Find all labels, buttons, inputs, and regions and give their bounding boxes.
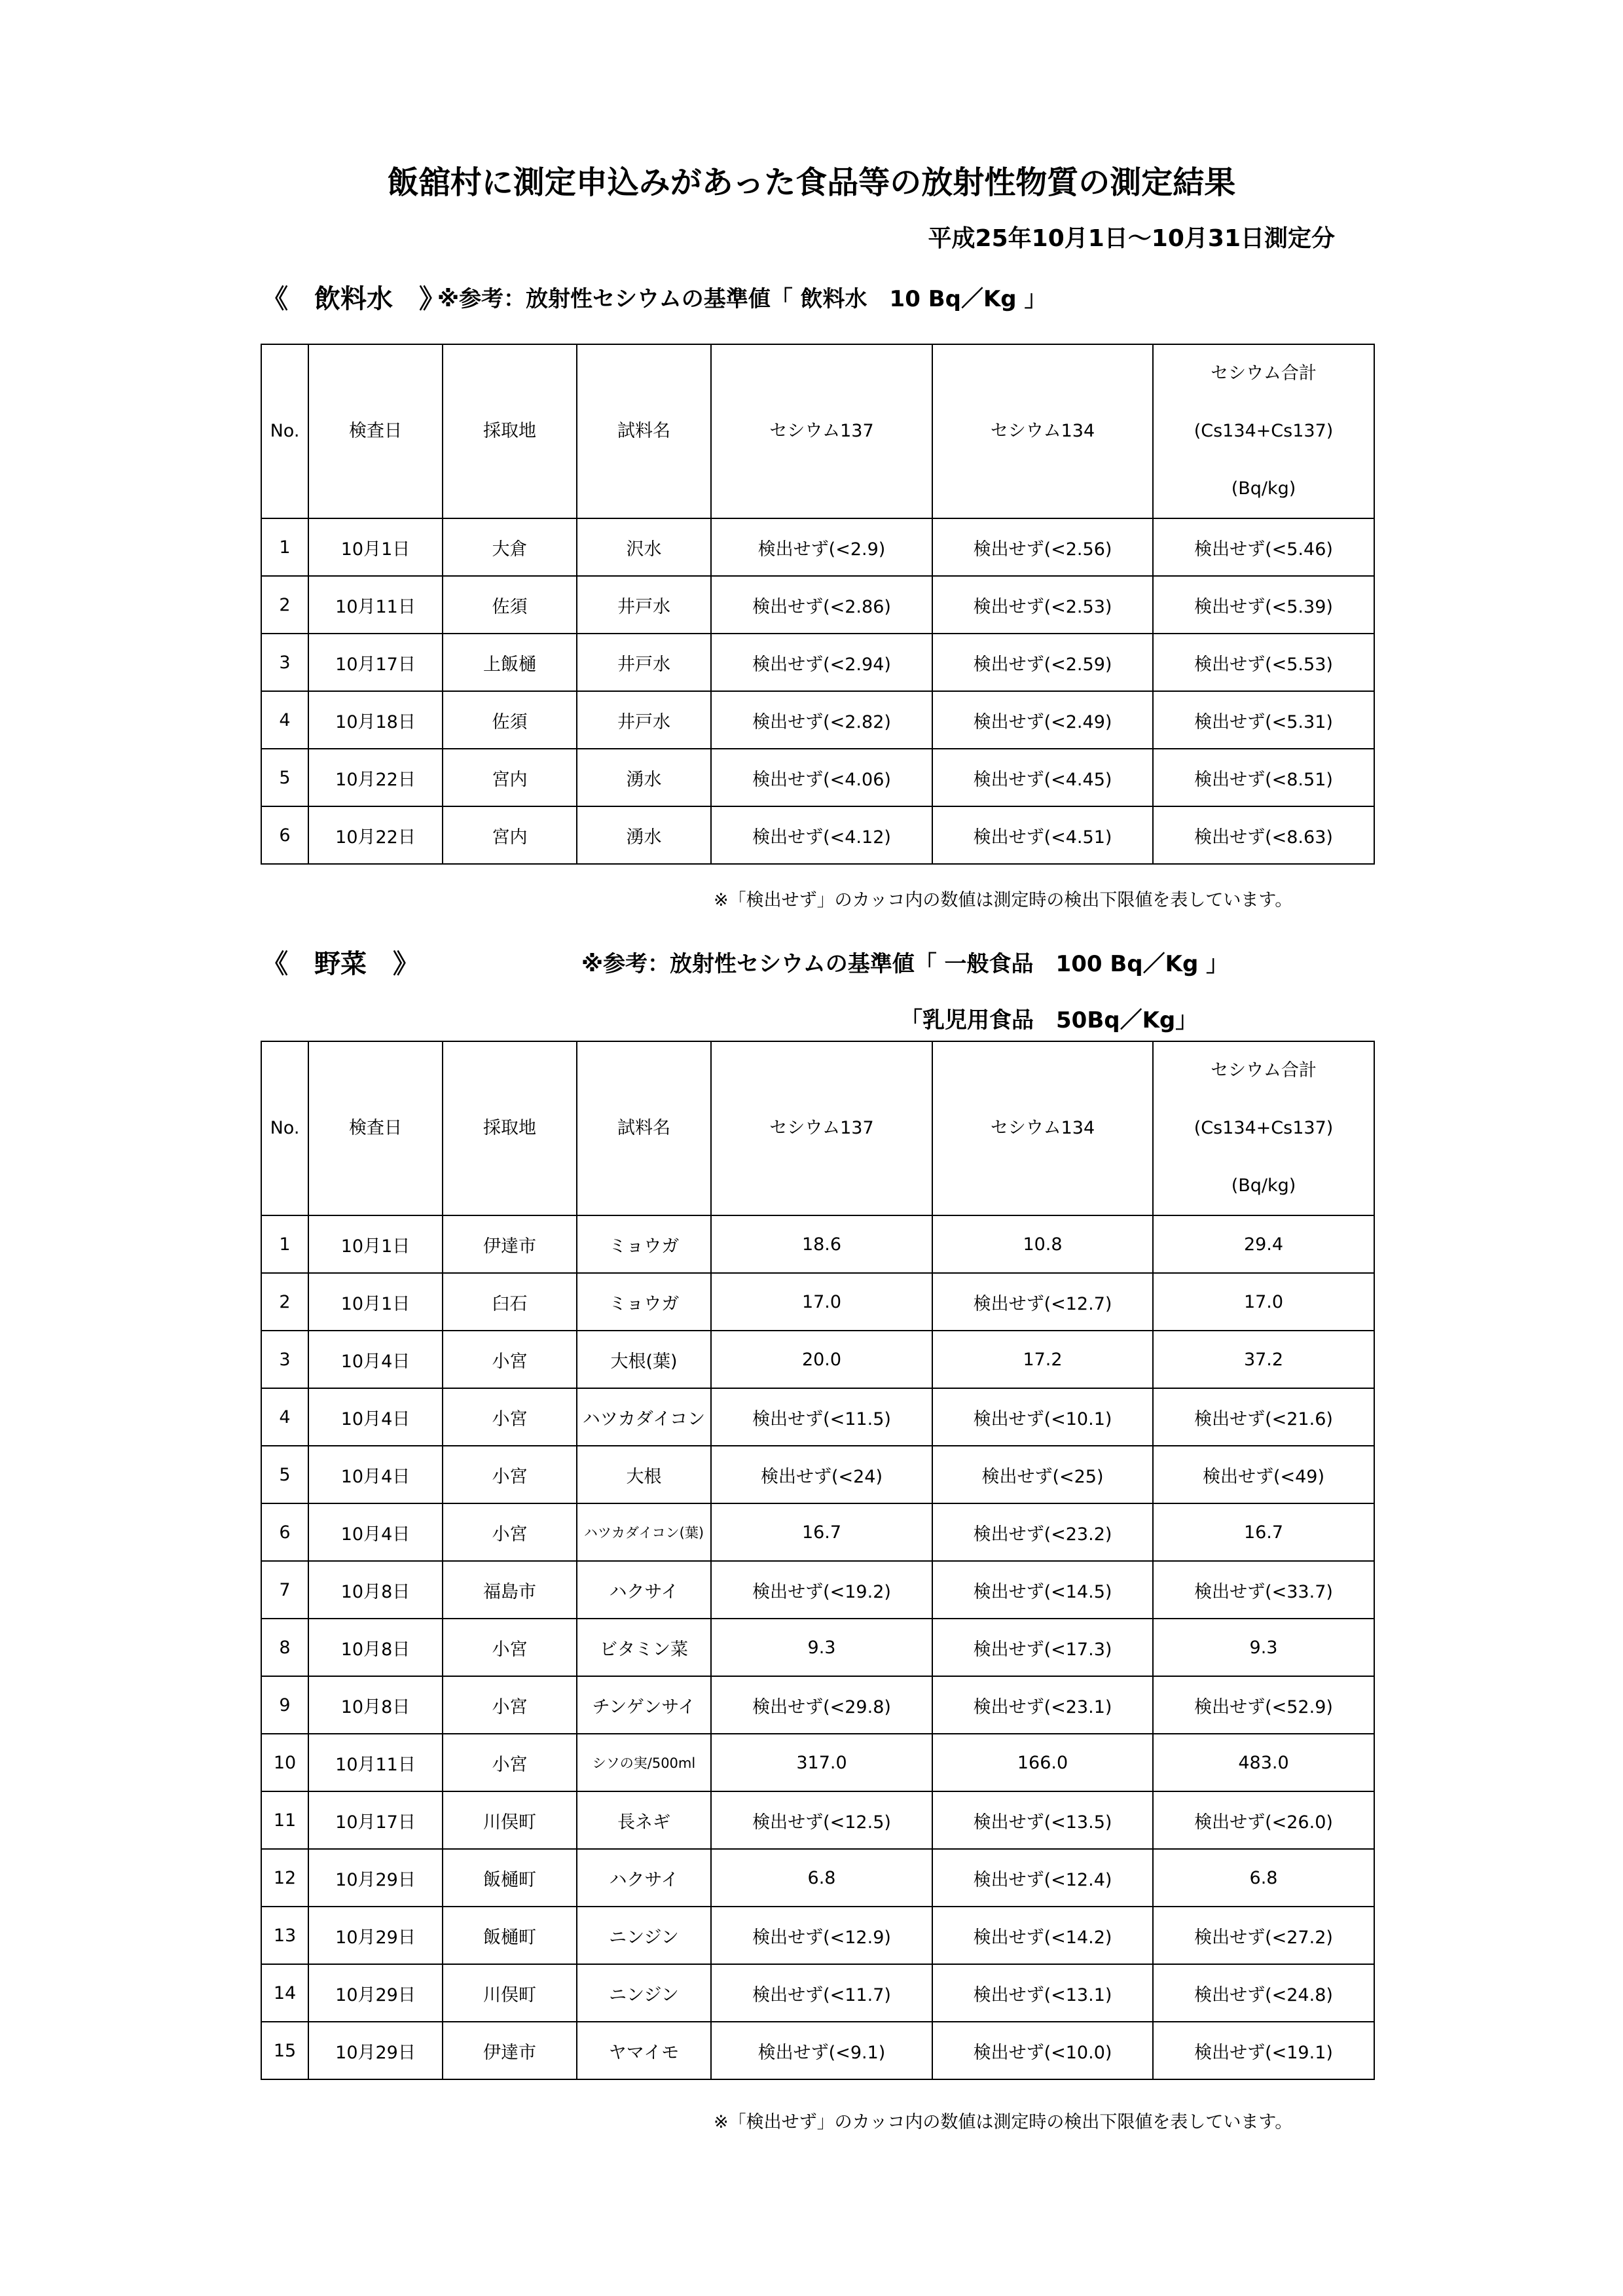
cell-sample: 湧水 xyxy=(577,806,711,864)
cell-no: 5 xyxy=(261,1446,308,1503)
cell-no: 1 xyxy=(261,518,308,576)
cell-no: 9 xyxy=(261,1676,308,1734)
cell-cs134: 17.2 xyxy=(932,1331,1153,1388)
cell-date: 10月8日 xyxy=(308,1619,443,1676)
cell-sample: ヤマイモ xyxy=(577,2022,711,2079)
cell-location: 小宮 xyxy=(443,1503,577,1561)
header-total-line2: (Cs134+Cs137) xyxy=(1194,1118,1334,1138)
header-total xyxy=(1153,1041,1374,1215)
cell-cs137: 検出せず(<2.94) xyxy=(711,634,932,691)
cell-no: 11 xyxy=(261,1791,308,1849)
cell-no: 5 xyxy=(261,749,308,806)
cell-cs137: 6.8 xyxy=(711,1849,932,1907)
cell-location: 伊達市 xyxy=(443,2022,577,2079)
cell-location: 小宮 xyxy=(443,1388,577,1446)
water-footnote: ※「検出せず」のカッコ内の数値は測定時の検出下限値を表しています。 xyxy=(714,890,1293,910)
infant-food-reference: 「乳児用食品 50Bq／Kg」 xyxy=(900,1007,1198,1033)
cell-date: 10月8日 xyxy=(308,1561,443,1619)
cell-location: 小宮 xyxy=(443,1619,577,1676)
cell-date: 10月1日 xyxy=(308,518,443,576)
cell-sample: ハクサイ xyxy=(577,1849,711,1907)
cell-sample: ミョウガ xyxy=(577,1273,711,1331)
water-results-table xyxy=(261,344,1375,865)
cell-total: 検出せず(<19.1) xyxy=(1153,2022,1374,2079)
cell-date: 10月1日 xyxy=(308,1273,443,1331)
header-sample: 試料名 xyxy=(577,344,711,518)
cell-location: 上飯樋 xyxy=(443,634,577,691)
cell-sample: 沢水 xyxy=(577,518,711,576)
cell-sample: 井戸水 xyxy=(577,576,711,634)
table-row xyxy=(261,1849,1374,1907)
cell-sample: ニンジン xyxy=(577,1907,711,1964)
cell-date: 10月17日 xyxy=(308,634,443,691)
cell-location: 佐須 xyxy=(443,691,577,749)
header-total-line3: (Bq/kg) xyxy=(1231,1175,1296,1196)
cell-date: 10月4日 xyxy=(308,1388,443,1446)
cell-cs137: 検出せず(<11.7) xyxy=(711,1964,932,2022)
cell-total: 17.0 xyxy=(1153,1273,1374,1331)
cell-cs134: 検出せず(<2.56) xyxy=(932,518,1153,576)
cell-total: 検出せず(<5.31) xyxy=(1153,691,1374,749)
cell-sample: 井戸水 xyxy=(577,691,711,749)
header-total xyxy=(1153,344,1374,518)
cell-no: 15 xyxy=(261,2022,308,2079)
table-row xyxy=(261,576,1374,634)
cell-no: 14 xyxy=(261,1964,308,2022)
cell-cs134: 検出せず(<14.5) xyxy=(932,1561,1153,1619)
table-row xyxy=(261,2022,1374,2079)
cell-cs134: 検出せず(<13.5) xyxy=(932,1791,1153,1849)
table-header-row xyxy=(261,1041,1374,1215)
cell-date: 10月22日 xyxy=(308,749,443,806)
header-cs134: セシウム134 xyxy=(932,344,1153,518)
cell-total: 検出せず(<52.9) xyxy=(1153,1676,1374,1734)
water-table-body xyxy=(261,518,1374,864)
table-row xyxy=(261,1907,1374,1964)
cell-total: 9.3 xyxy=(1153,1619,1374,1676)
cell-location: 佐須 xyxy=(443,576,577,634)
measurement-period: 平成25年10月1日～10月31日測定分 xyxy=(928,225,1335,252)
cell-cs134: 10.8 xyxy=(932,1215,1153,1273)
cell-sample: 井戸水 xyxy=(577,634,711,691)
table-header-row xyxy=(261,344,1374,518)
cell-sample: 大根(葉) xyxy=(577,1331,711,1388)
header-date: 検査日 xyxy=(308,1041,443,1215)
cell-total: 6.8 xyxy=(1153,1849,1374,1907)
table-row xyxy=(261,1503,1374,1561)
cell-cs134: 検出せず(<13.1) xyxy=(932,1964,1153,2022)
cell-sample: ハクサイ xyxy=(577,1561,711,1619)
header-total-line3: (Bq/kg) xyxy=(1231,478,1296,499)
cell-cs137: 検出せず(<2.9) xyxy=(711,518,932,576)
water-section-heading: 《 飲料水 》 xyxy=(262,284,445,314)
cell-total: 検出せず(<33.7) xyxy=(1153,1561,1374,1619)
cell-sample: ハツカダイコン(葉) xyxy=(577,1503,711,1561)
cell-cs137: 17.0 xyxy=(711,1273,932,1331)
header-total-line1: セシウム合計 xyxy=(1211,363,1317,384)
cell-cs134: 検出せず(<14.2) xyxy=(932,1907,1153,1964)
cell-location: 川俣町 xyxy=(443,1964,577,2022)
cell-cs137: 16.7 xyxy=(711,1503,932,1561)
cell-location: 小宮 xyxy=(443,1446,577,1503)
cell-total: 29.4 xyxy=(1153,1215,1374,1273)
cell-cs137: 検出せず(<2.82) xyxy=(711,691,932,749)
table-row xyxy=(261,1331,1374,1388)
cell-location: 福島市 xyxy=(443,1561,577,1619)
table-row xyxy=(261,1561,1374,1619)
cell-cs134: 検出せず(<2.53) xyxy=(932,576,1153,634)
cell-date: 10月29日 xyxy=(308,1907,443,1964)
cell-location: 宮内 xyxy=(443,749,577,806)
cell-total: 検出せず(<5.39) xyxy=(1153,576,1374,634)
cell-no: 2 xyxy=(261,576,308,634)
cell-cs134: 検出せず(<4.45) xyxy=(932,749,1153,806)
cell-date: 10月11日 xyxy=(308,1734,443,1791)
cell-total: 37.2 xyxy=(1153,1331,1374,1388)
header-sample: 試料名 xyxy=(577,1041,711,1215)
header-date: 検査日 xyxy=(308,344,443,518)
cell-cs137: 検出せず(<12.5) xyxy=(711,1791,932,1849)
cell-location: 川俣町 xyxy=(443,1791,577,1849)
cell-date: 10月4日 xyxy=(308,1446,443,1503)
cell-no: 1 xyxy=(261,1215,308,1273)
header-total-line2: (Cs134+Cs137) xyxy=(1194,421,1334,441)
cell-cs134: 検出せず(<25) xyxy=(932,1446,1153,1503)
cell-cs134: 166.0 xyxy=(932,1734,1153,1791)
cell-date: 10月17日 xyxy=(308,1791,443,1849)
cell-total: 16.7 xyxy=(1153,1503,1374,1561)
cell-location: 臼石 xyxy=(443,1273,577,1331)
cell-location: 飯樋町 xyxy=(443,1849,577,1907)
cell-no: 6 xyxy=(261,806,308,864)
cell-date: 10月29日 xyxy=(308,2022,443,2079)
water-reference: ※参考：放射性セシウムの基準値「 飲料水 10 Bq／Kg 」 xyxy=(437,286,1047,312)
cell-cs134: 検出せず(<10.0) xyxy=(932,2022,1153,2079)
cell-no: 4 xyxy=(261,691,308,749)
cell-total: 検出せず(<8.51) xyxy=(1153,749,1374,806)
vegetable-footnote: ※「検出せず」のカッコ内の数値は測定時の検出下限値を表しています。 xyxy=(714,2112,1293,2132)
cell-cs134: 検出せず(<2.49) xyxy=(932,691,1153,749)
cell-location: 宮内 xyxy=(443,806,577,864)
cell-cs134: 検出せず(<12.7) xyxy=(932,1273,1153,1331)
vegetable-section-heading: 《 野菜 》 xyxy=(262,949,419,979)
cell-cs134: 検出せず(<12.4) xyxy=(932,1849,1153,1907)
table-row xyxy=(261,1734,1374,1791)
cell-sample: 大根 xyxy=(577,1446,711,1503)
table-row xyxy=(261,1964,1374,2022)
cell-no: 3 xyxy=(261,634,308,691)
vegetable-table-body xyxy=(261,1215,1374,2079)
cell-cs137: 検出せず(<4.12) xyxy=(711,806,932,864)
cell-no: 6 xyxy=(261,1503,308,1561)
header-location: 採取地 xyxy=(443,1041,577,1215)
cell-cs137: 検出せず(<4.06) xyxy=(711,749,932,806)
cell-sample: ハツカダイコン xyxy=(577,1388,711,1446)
cell-cs134: 検出せず(<23.1) xyxy=(932,1676,1153,1734)
cell-cs134: 検出せず(<4.51) xyxy=(932,806,1153,864)
cell-cs134: 検出せず(<10.1) xyxy=(932,1388,1153,1446)
cell-sample: 長ネギ xyxy=(577,1791,711,1849)
cell-cs137: 検出せず(<2.86) xyxy=(711,576,932,634)
cell-date: 10月11日 xyxy=(308,576,443,634)
cell-no: 10 xyxy=(261,1734,308,1791)
cell-date: 10月8日 xyxy=(308,1676,443,1734)
cell-cs137: 検出せず(<12.9) xyxy=(711,1907,932,1964)
cell-sample: 湧水 xyxy=(577,749,711,806)
table-row xyxy=(261,1676,1374,1734)
cell-date: 10月18日 xyxy=(308,691,443,749)
cell-location: 小宮 xyxy=(443,1331,577,1388)
cell-cs137: 検出せず(<9.1) xyxy=(711,2022,932,2079)
table-row xyxy=(261,749,1374,806)
cell-cs137: 20.0 xyxy=(711,1331,932,1388)
table-row xyxy=(261,1619,1374,1676)
page-title: 飯舘村に測定申込みがあった食品等の放射性物質の測定結果 xyxy=(387,164,1236,201)
cell-sample: ビタミン菜 xyxy=(577,1619,711,1676)
table-row xyxy=(261,1446,1374,1503)
header-cs137: セシウム137 xyxy=(711,1041,932,1215)
cell-total: 検出せず(<5.46) xyxy=(1153,518,1374,576)
cell-total: 483.0 xyxy=(1153,1734,1374,1791)
cell-total: 検出せず(<8.63) xyxy=(1153,806,1374,864)
table-row xyxy=(261,691,1374,749)
cell-date: 10月1日 xyxy=(308,1215,443,1273)
cell-location: 小宮 xyxy=(443,1676,577,1734)
header-total-line1: セシウム合計 xyxy=(1211,1060,1317,1081)
cell-location: 大倉 xyxy=(443,518,577,576)
cell-location: 小宮 xyxy=(443,1734,577,1791)
cell-cs137: 317.0 xyxy=(711,1734,932,1791)
cell-sample: ミョウガ xyxy=(577,1215,711,1273)
cell-location: 飯樋町 xyxy=(443,1907,577,1964)
cell-date: 10月4日 xyxy=(308,1331,443,1388)
header-no: No. xyxy=(261,1041,308,1215)
cell-no: 4 xyxy=(261,1388,308,1446)
cell-cs134: 検出せず(<23.2) xyxy=(932,1503,1153,1561)
cell-cs137: 9.3 xyxy=(711,1619,932,1676)
cell-no: 12 xyxy=(261,1849,308,1907)
cell-sample: シソの実/500ml xyxy=(577,1734,711,1791)
cell-cs137: 検出せず(<11.5) xyxy=(711,1388,932,1446)
table-row xyxy=(261,1388,1374,1446)
cell-total: 検出せず(<26.0) xyxy=(1153,1791,1374,1849)
cell-sample: ニンジン xyxy=(577,1964,711,2022)
cell-total: 検出せず(<49) xyxy=(1153,1446,1374,1503)
cell-total: 検出せず(<24.8) xyxy=(1153,1964,1374,2022)
cell-no: 2 xyxy=(261,1273,308,1331)
cell-total: 検出せず(<27.2) xyxy=(1153,1907,1374,1964)
header-no: No. xyxy=(261,344,308,518)
cell-cs134: 検出せず(<2.59) xyxy=(932,634,1153,691)
table-row xyxy=(261,1791,1374,1849)
cell-no: 13 xyxy=(261,1907,308,1964)
table-row xyxy=(261,1215,1374,1273)
cell-no: 3 xyxy=(261,1331,308,1388)
cell-total: 検出せず(<5.53) xyxy=(1153,634,1374,691)
cell-cs137: 検出せず(<29.8) xyxy=(711,1676,932,1734)
cell-cs134: 検出せず(<17.3) xyxy=(932,1619,1153,1676)
cell-total: 検出せず(<21.6) xyxy=(1153,1388,1374,1446)
table-row xyxy=(261,518,1374,576)
cell-date: 10月22日 xyxy=(308,806,443,864)
cell-date: 10月4日 xyxy=(308,1503,443,1561)
cell-sample: チンゲンサイ xyxy=(577,1676,711,1734)
cell-cs137: 18.6 xyxy=(711,1215,932,1273)
cell-no: 8 xyxy=(261,1619,308,1676)
header-cs137: セシウム137 xyxy=(711,344,932,518)
table-row xyxy=(261,806,1374,864)
table-row xyxy=(261,634,1374,691)
vegetable-reference: ※参考：放射性セシウムの基準値「 一般食品 100 Bq／Kg 」 xyxy=(581,951,1229,977)
header-cs134: セシウム134 xyxy=(932,1041,1153,1215)
cell-cs137: 検出せず(<19.2) xyxy=(711,1561,932,1619)
vegetable-results-table xyxy=(261,1041,1375,2080)
header-location: 採取地 xyxy=(443,344,577,518)
table-row xyxy=(261,1273,1374,1331)
cell-cs137: 検出せず(<24) xyxy=(711,1446,932,1503)
cell-date: 10月29日 xyxy=(308,1849,443,1907)
cell-date: 10月29日 xyxy=(308,1964,443,2022)
cell-no: 7 xyxy=(261,1561,308,1619)
cell-location: 伊達市 xyxy=(443,1215,577,1273)
